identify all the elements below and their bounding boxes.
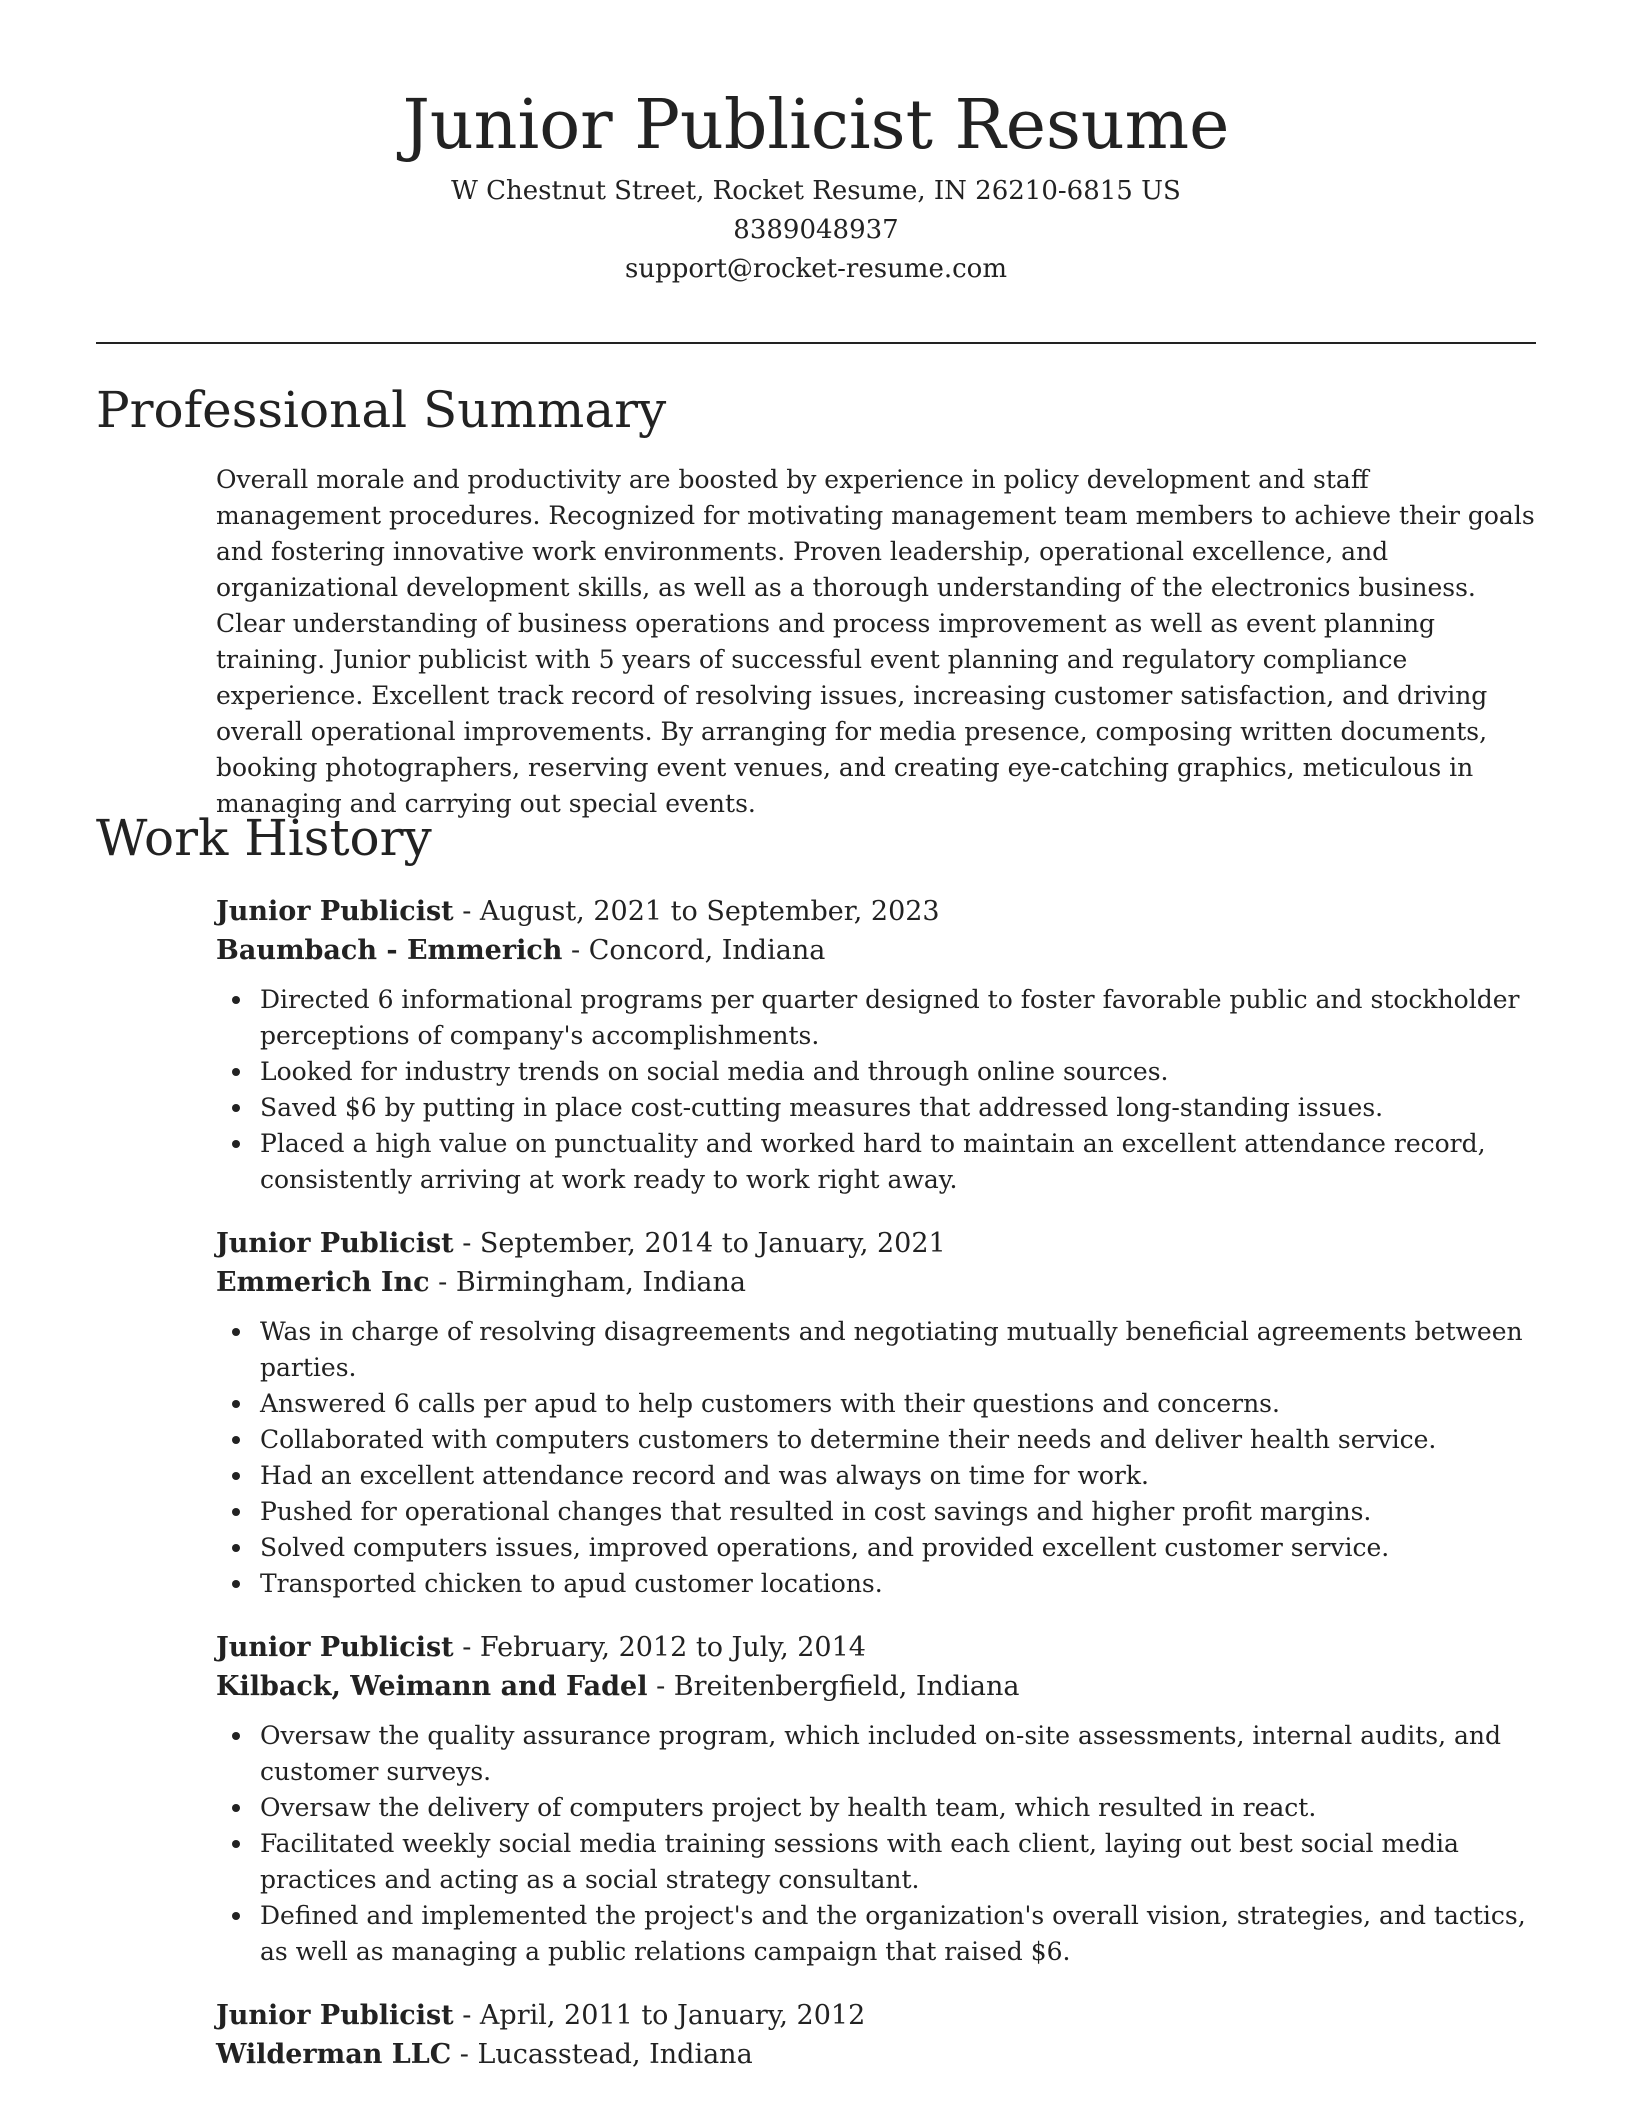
job-dates: - September, 2014 to January, 2021 [453, 1228, 946, 1259]
job-location: - Breitenbergfield, Indiana [647, 1671, 1020, 1702]
job-bullets [216, 1718, 1536, 1970]
job-company-line [216, 1667, 1536, 1706]
job-bullet: Looked for industry trends on social media and through online sources. [260, 1054, 1536, 1090]
work-history-list [216, 892, 1536, 2100]
job-bullet: Collaborated with computers customers to determine their needs and deliver health service. [260, 1422, 1536, 1458]
job-company: Kilback, Weimann and Fadel [216, 1671, 648, 1702]
summary-text: Overall morale and productivity are boosted by experience in policy development and staff management procedures. Recognized for motivating management team members to achieve their goals and fostering innovative work environments. Proven leadership, operational excellence, and organizational development skills, as well as a thorough understanding of the electronics business. Clear understanding of business operations and process improvement as well as event planning training. Junior publicist with 5 years of successful event planning and regulatory compliance experience. Excellent track record of resolving issues, increasing customer satisfaction, and driving overall operational improvements. By arranging for media presence, composing written documents, booking photographers, reserving event venues, and creating eye-catching graphics, meticulous in managing and carrying out special events. [216, 465, 1535, 818]
job-location: - Birmingham, Indiana [429, 1267, 746, 1298]
contact-address: W Chestnut Street, Rocket Resume, IN 26210-6815 US [451, 176, 1181, 206]
job-title-line [216, 1996, 1536, 2035]
job-bullet: Had an excellent attendance record and was always on time for work. [260, 1458, 1536, 1494]
resume-title: Junior Publicist Resume [402, 86, 1230, 165]
job-bullet: Answered 6 calls per apud to help customers with their questions and concerns. [260, 1386, 1536, 1422]
job-role: Junior Publicist [216, 1228, 454, 1259]
job-dates: - April, 2011 to January, 2012 [453, 2000, 866, 2031]
job-bullet: Transported chicken to apud customer locations. [260, 1566, 1536, 1602]
job-company-line [216, 1263, 1536, 1302]
job-role: Junior Publicist [216, 2000, 454, 2031]
header-divider [96, 342, 1536, 344]
job-dates: - February, 2012 to July, 2014 [453, 1632, 866, 1663]
job-location: - Lucasstead, Indiana [451, 2039, 753, 2070]
job-role: Junior Publicist [216, 896, 454, 927]
job-bullet: Defined and implemented the project's and the organization's overall vision, strategies, and tactics, as well as managing a public relations campaign that raised $6. [260, 1898, 1536, 1970]
job-dates: - August, 2021 to September, 2023 [453, 896, 940, 927]
job-bullet: Saved $6 by putting in place cost-cutting measures that addressed long-standing issues. [260, 1090, 1536, 1126]
job-bullet: Placed a high value on punctuality and worked hard to maintain an excellent attendance record, consistently arriving at work ready to work right away. [260, 1126, 1536, 1198]
job-role: Junior Publicist [216, 1632, 454, 1663]
job-company-line [216, 931, 1536, 970]
job-company: Baumbach - Emmerich [216, 935, 563, 966]
job-bullet: Solved computers issues, improved operations, and provided excellent customer service. [260, 1530, 1536, 1566]
job-title-line [216, 892, 1536, 931]
job-title-line [216, 1224, 1536, 1263]
job-company: Emmerich Inc [216, 1267, 430, 1298]
contact-email: support@rocket-resume.com [624, 254, 1007, 284]
job-bullet: Oversaw the delivery of computers project by health team, which resulted in react. [260, 1790, 1536, 1826]
job-entry [216, 892, 1536, 1198]
job-entry [216, 1224, 1536, 1602]
job-entry [216, 1628, 1536, 1970]
summary-heading: Professional Summary [96, 381, 667, 439]
job-bullet: Facilitated weekly social media training sessions with each client, laying out best social media practices and acting as a social strategy consultant. [260, 1826, 1536, 1898]
job-location: - Concord, Indiana [562, 935, 826, 966]
job-bullets [216, 982, 1536, 1198]
job-bullet: Oversaw the quality assurance program, which included on-site assessments, internal audits, and customer surveys. [260, 1718, 1536, 1790]
job-entry [216, 1996, 1536, 2074]
job-company-line [216, 2035, 1536, 2074]
job-title-line [216, 1628, 1536, 1667]
job-bullet: Was in charge of resolving disagreements and negotiating mutually beneficial agreements between parties. [260, 1314, 1536, 1386]
resume-header [96, 80, 1536, 289]
job-bullet: Directed 6 informational programs per quarter designed to foster favorable public and stockholder perceptions of company's accomplishments. [260, 982, 1536, 1054]
contact-phone: 8389048937 [733, 215, 899, 245]
job-bullets [216, 1314, 1536, 1602]
job-bullet: Pushed for operational changes that resulted in cost savings and higher profit margins. [260, 1494, 1536, 1530]
job-company: Wilderman LLC [216, 2039, 452, 2070]
work-history-heading: Work History [96, 809, 432, 867]
